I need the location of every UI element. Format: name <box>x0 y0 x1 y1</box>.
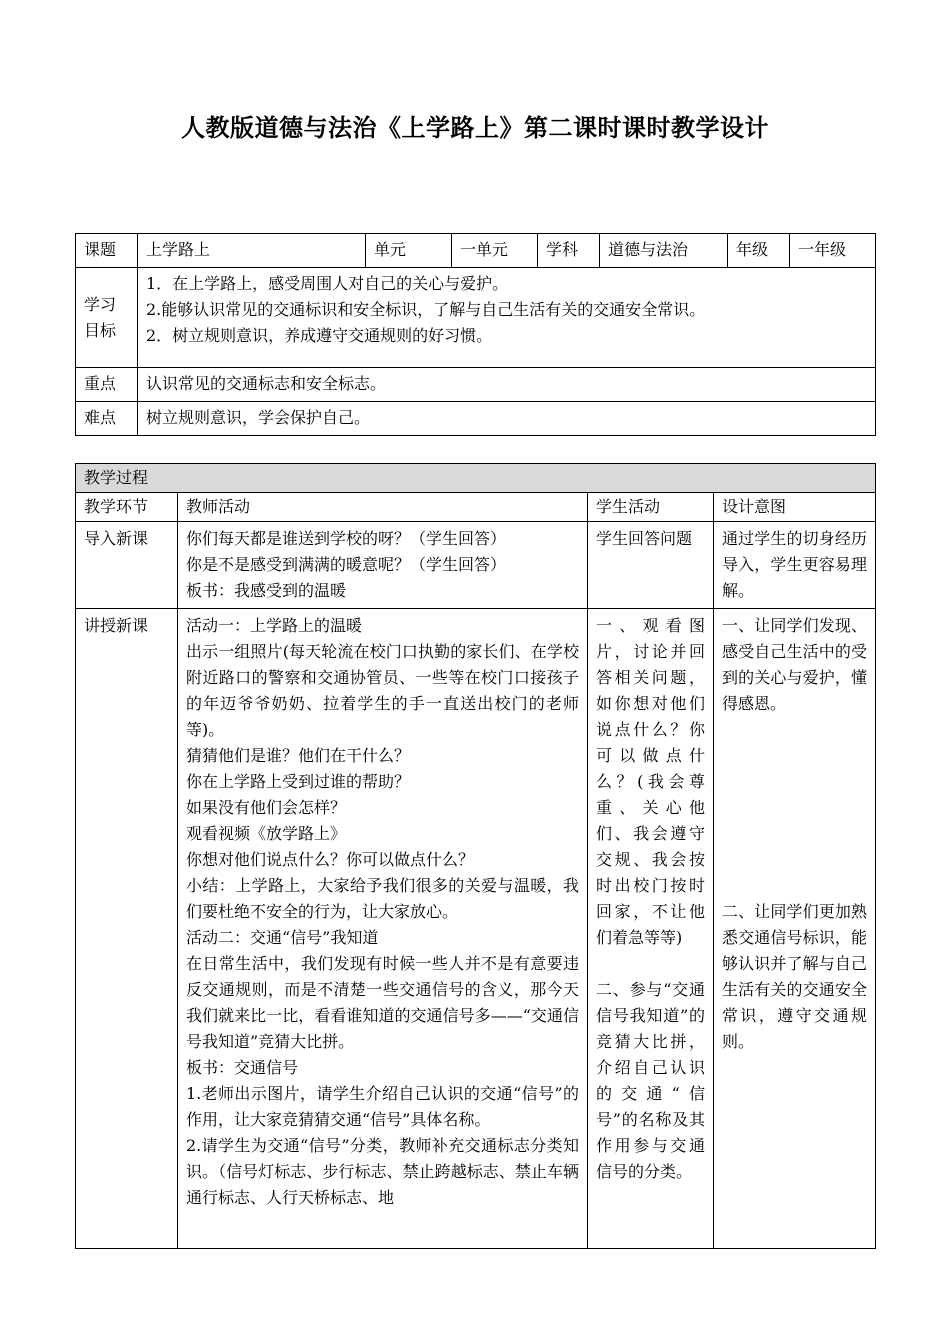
topic-label: 课题 <box>76 234 138 268</box>
teacher-line: 观看视频《放学路上》 <box>186 824 347 843</box>
grade-value: 一年级 <box>790 234 876 268</box>
table-row <box>76 522 876 609</box>
document-title: 人教版道德与法治《上学路上》第二课时课时教学设计 <box>181 113 769 142</box>
teacher-line: 活动一：上学路上的温暖 <box>186 616 363 635</box>
teacher-line: 出示一组照片(每天轮流在校门口执勤的家长们、在学校附近路口的警察和交通协管员、一些等在校门口接孩子的年迈爷爷奶奶、拉着学生的手一直送出校门的老师等)。 <box>186 642 579 739</box>
teacher-line: 你想对他们说点什么？你可以做点什么？ <box>186 850 475 869</box>
teacher-activity-cell <box>178 609 588 1249</box>
student-activity-item: 二、参与“交通信号我知道”的竞猜大比拼，介绍自己认识的交通“信号”的名称及其作用参与交通信号的分类。 <box>596 980 705 1181</box>
teacher-line: 1.老师出示图片，请学生介绍自己认识的交通“信号”的作用，让大家竞猜猜交通“信号”具体名称。 <box>186 1084 579 1129</box>
unit-label: 单元 <box>366 234 452 268</box>
student-activity-cell: 学生回答问题 <box>588 522 714 609</box>
lesson-info-table <box>75 233 876 436</box>
teacher-activity-cell <box>178 522 588 609</box>
teacher-line: 你们每天都是谁送到学校的呀？（学生回答） <box>186 529 507 548</box>
design-intent-item: 二、让同学们更加熟悉交通信号标识，能够认识并了解与自己生活有关的交通安全常识，遵守交通规则。 <box>722 902 868 1051</box>
teacher-line: 活动二：交通“信号”我知道 <box>186 928 379 947</box>
student-activity-item: 一、观看图片，讨论并回答相关问题，如你想对他们说点什么？你可以做点什么？(我会尊重、关心他们、我会遵守交规、我会按时出校门按时回家，不让他们着急等等) <box>596 616 705 947</box>
topic-value: 上学路上 <box>138 234 366 268</box>
stage-cell: 讲授新课 <box>76 609 178 1249</box>
teacher-line: 你是不是感受到满满的暖意呢？（学生回答） <box>186 555 507 574</box>
teacher-line: 如果没有他们会怎样？ <box>186 798 347 817</box>
key-value: 认识常见的交通标志和安全标志。 <box>138 368 876 402</box>
goal-item: 2．树立规则意识，养成遵守交通规则的好习惯。 <box>146 326 493 345</box>
teacher-line: 猜猜他们是谁？他们在干什么？ <box>186 746 411 765</box>
column-header: 教学环节 <box>76 493 178 522</box>
column-header: 设计意图 <box>714 493 876 522</box>
process-header: 教学过程 <box>76 464 876 493</box>
subject-label: 学科 <box>538 234 600 268</box>
goals-label: 学习目标 <box>76 268 138 368</box>
key-label: 重点 <box>76 368 138 402</box>
design-intent-cell <box>714 609 876 1249</box>
subject-value: 道德与法治 <box>600 234 728 268</box>
grade-label: 年级 <box>728 234 790 268</box>
unit-value: 一单元 <box>452 234 538 268</box>
difficulty-label: 难点 <box>76 402 138 436</box>
goal-item: 1．在上学路上，感受周围人对自己的关心与爱护。 <box>146 274 509 293</box>
goals-list <box>138 268 876 368</box>
design-intent-cell: 通过学生的切身经历导入，学生更容易理解。 <box>714 522 876 609</box>
teacher-line: 2.请学生为交通“信号”分类，教师补充交通标志分类知识。（信号灯标志、步行标志、禁止跨越标志、禁止车辆通行标志、人行天桥标志、地 <box>186 1136 579 1207</box>
goal-item: 2.能够认识常见的交通标识和安全标识，了解与自己生活有关的交通安全常识。 <box>146 300 706 319</box>
table-row <box>76 609 876 1249</box>
stage-cell: 导入新课 <box>76 522 178 609</box>
column-header: 学生活动 <box>588 493 714 522</box>
teacher-line: 板书：我感受到的温暖 <box>186 581 347 600</box>
teaching-process-table <box>75 463 876 1249</box>
design-intent-item: 一、让同学们发现、感受自己生活中的受到的关心与爱护，懂得感恩。 <box>722 616 868 713</box>
teacher-line: 你在上学路上受到过谁的帮助？ <box>186 772 411 791</box>
student-activity-cell <box>588 609 714 1249</box>
teacher-line: 在日常生活中，我们发现有时候一些人并不是有意要违反交通规则，而是不清楚一些交通信号的含义，那今天我们就来比一比，看看谁知道的交通信号多——“交通信号我知道”竞猜大比拼。 <box>186 954 579 1051</box>
teacher-line: 小结：上学路上，大家给予我们很多的关爱与温暖，我们要杜绝不安全的行为，让大家放心。 <box>186 876 579 921</box>
teacher-line: 板书：交通信号 <box>186 1058 299 1077</box>
column-header: 教师活动 <box>178 493 588 522</box>
difficulty-value: 树立规则意识，学会保护自己。 <box>138 402 876 436</box>
